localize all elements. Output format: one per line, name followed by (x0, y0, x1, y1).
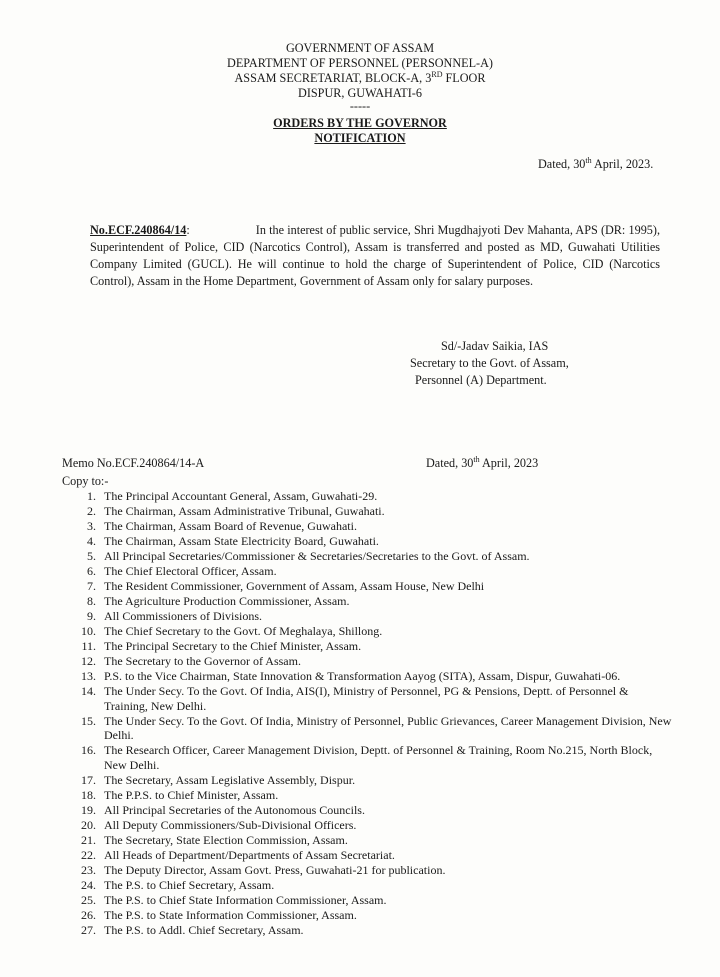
copy-to-item-text: The Principal Accountant General, Assam, Guwahati-29. (104, 489, 378, 503)
copy-to-item-text: The Agriculture Production Commissioner, Assam. (104, 594, 350, 608)
copy-to-item-text: The Research Officer, Career Management Division, Deptt. of Personnel & Training, Room No.215, North Block, New Delhi. (104, 743, 653, 772)
copy-to-item (62, 684, 672, 713)
copy-to-item (62, 773, 672, 788)
copy-to-item-text: The Resident Commissioner, Government of Assam, Assam House, New Delhi (104, 579, 485, 593)
copy-to-item-number: 5. (87, 549, 96, 563)
copy-to-item-number: 1. (87, 489, 96, 503)
copy-to-list (62, 489, 672, 938)
copy-to-item-number: 17. (81, 772, 96, 787)
date-month-year: April, 2023. (591, 157, 654, 171)
copy-to-item-text: The Chief Secretary to the Govt. Of Meghalaya, Shillong. (104, 624, 383, 638)
copy-to-item-text: The Under Secy. To the Govt. Of India, AIS(I), Ministry of Personnel, PG & Pensions, Deptt. of Personnel & Training, New Delhi. (104, 684, 629, 713)
govt-name: GOVERNMENT OF ASSAM (285, 41, 435, 55)
copy-to-item (62, 863, 672, 878)
copy-to-item-text: The Secretary, State Election Commission, Assam. (104, 832, 348, 847)
copy-to-item-number: 8. (87, 594, 96, 608)
copy-to-item-number: 11. (81, 639, 96, 653)
copy-to-item (62, 923, 672, 938)
copy-to-item (62, 609, 672, 624)
copy-to-item-number: 24. (81, 877, 96, 892)
memo-date-month-year: April, 2023 (479, 456, 539, 470)
copy-to-item (62, 788, 672, 803)
copy-to-item (62, 833, 672, 848)
copy-to-item-text: All Principal Secretaries of the Autonomous Councils. (104, 802, 365, 817)
header-divider: ----- (349, 99, 371, 113)
copy-to-item (62, 803, 672, 818)
copy-to-item-text: The Chairman, Assam Administrative Tribunal, Guwahati. (104, 504, 385, 518)
copy-to-item (62, 654, 672, 669)
address-floor: FLOOR (442, 71, 486, 85)
copy-to-item-text: The Chairman, Assam Board of Revenue, Guwahati. (104, 519, 357, 533)
address-line (0, 71, 720, 86)
copy-to-item-text: The P.S. to State Information Commissioner, Assam. (104, 907, 357, 922)
copy-to-item-number: 12. (81, 654, 96, 668)
copy-to-item-text: The Deputy Director, Assam Govt. Press, Guwahati-21 for publication. (104, 862, 446, 877)
copy-to-item (62, 519, 672, 534)
copy-to-item-text: All Principal Secretaries/Commissioner & Secretaries/Secretaries to the Govt. of Assam. (104, 549, 530, 563)
copy-to-item-text: The P.S. to Addl. Chief Secretary, Assam. (104, 922, 304, 937)
copy-to-item-number: 13. (81, 669, 96, 683)
copy-to-item-number: 10. (81, 624, 96, 638)
copy-to-item (62, 504, 672, 519)
copy-to-item-text: The P.S. to Chief Secretary, Assam. (104, 877, 275, 892)
copy-to-item-number: 3. (87, 519, 96, 533)
signatory-name: Sd/-Jadav Saikia, IAS (441, 339, 549, 353)
copy-to-item (62, 878, 672, 893)
copy-to-item-text: The Principal Secretary to the Chief Minister, Assam. (104, 639, 362, 653)
copy-to-item-number: 16. (81, 743, 96, 757)
number-colon: : (186, 223, 190, 237)
copy-to-item (62, 564, 672, 579)
notification-body: In the interest of public service, Shri Mugdhajyoti Dev Mahanta, APS (DR: 1995), Superintendent of Police, CID (Narcotics Control), Assam is transferred and posted as MD, Guwahati Utilities Company Limited (GUCL). He will continue to hold the charge of Superintendent of Police, CID (Narcotics Control), Assam in the Home Department, Government of Assam only for salary purposes. (90, 223, 660, 288)
signatory-department: Personnel (A) Department. (415, 373, 547, 387)
copy-to-item (62, 714, 672, 743)
copy-to-item-text: The Chief Electoral Officer, Assam. (104, 564, 277, 578)
copy-to-item-text: The P.S. to Chief State Information Commissioner, Assam. (104, 892, 387, 907)
copy-to-item-number: 7. (87, 579, 96, 593)
copy-to-item (62, 639, 672, 654)
memo-date-ordinal: th (473, 454, 480, 464)
copy-to-item-text: The Under Secy. To the Govt. Of India, Ministry of Personnel, Public Grievances, Career Management Division, New Delhi. (104, 713, 672, 742)
copy-to-item (62, 669, 672, 684)
copy-to-item (62, 893, 672, 908)
copy-to-item (62, 579, 672, 594)
copy-to-item (62, 818, 672, 833)
copy-to-item-number: 6. (87, 564, 96, 578)
copy-to-label: Copy to:- (62, 474, 109, 488)
copy-to-item (62, 624, 672, 639)
city-line: DISPUR, GUWAHATI-6 (298, 86, 422, 100)
memo-row (62, 456, 662, 471)
copy-to-item-number: 18. (81, 787, 96, 802)
copy-to-item (62, 594, 672, 609)
copy-to-item (62, 534, 672, 549)
copy-to-item-text: The Chairman, Assam State Electricity Board, Guwahati. (104, 534, 379, 548)
copy-to-item-text: All Commissioners of Divisions. (104, 609, 263, 623)
orders-title: ORDERS BY THE GOVERNOR (273, 116, 447, 130)
copy-to-item-text: The Secretary to the Governor of Assam. (104, 654, 301, 668)
letterhead (0, 41, 720, 112)
address-block: ASSAM SECRETARIAT, BLOCK-A, 3 (234, 71, 432, 85)
notification-paragraph (90, 222, 660, 290)
copy-to-item-number: 26. (81, 907, 96, 922)
department-name: DEPARTMENT OF PERSONNEL (PERSONNEL-A) (227, 56, 493, 70)
copy-to-item-number: 4. (87, 534, 96, 548)
floor-ordinal: RD (431, 69, 443, 79)
memo-number: Memo No.ECF.240864/14-A (62, 456, 205, 470)
notification-title: NOTIFICATION (314, 131, 406, 145)
copy-to-item (62, 743, 672, 772)
copy-to-item (62, 489, 672, 504)
copy-to-item-text: P.S. to the Vice Chairman, State Innovation & Transformation Aayog (SITA), Assam, Dispur, Guwahati-06. (104, 669, 621, 683)
copy-to-item-number: 20. (81, 817, 96, 832)
copy-to-item-number: 9. (87, 609, 96, 623)
date-text: Dated, 30 (538, 157, 586, 171)
copy-to-item-number: 25. (81, 892, 96, 907)
notification-date (538, 157, 653, 172)
copy-to-item-number: 14. (81, 684, 96, 698)
copy-to-item-text: All Heads of Department/Departments of Assam Secretariat. (104, 847, 395, 862)
orders-heading (0, 116, 720, 146)
signature-block (410, 338, 569, 389)
signatory-title: Secretary to the Govt. of Assam, (410, 356, 569, 370)
copy-to-item (62, 549, 672, 564)
copy-to-item-number: 15. (81, 713, 96, 728)
copy-to-item-number: 19. (81, 802, 96, 817)
copy-to-item-number: 22. (81, 847, 96, 862)
copy-to-item-text: The P.P.S. to Chief Minister, Assam. (104, 787, 279, 802)
copy-to-item (62, 848, 672, 863)
copy-to-item-number: 23. (81, 862, 96, 877)
date-ordinal: th (585, 155, 592, 165)
copy-to-item-number: 21. (81, 832, 96, 847)
notification-number: No.ECF.240864/14 (90, 223, 187, 237)
copy-to-item-number: 27. (81, 922, 96, 937)
memo-date (426, 456, 538, 471)
copy-to-item-number: 2. (87, 504, 96, 518)
memo-date-text: Dated, 30 (426, 456, 474, 470)
copy-to-item-text: The Secretary, Assam Legislative Assembly, Dispur. (104, 772, 356, 787)
copy-to-item (62, 908, 672, 923)
copy-to-item-text: All Deputy Commissioners/Sub-Divisional Officers. (104, 817, 357, 832)
